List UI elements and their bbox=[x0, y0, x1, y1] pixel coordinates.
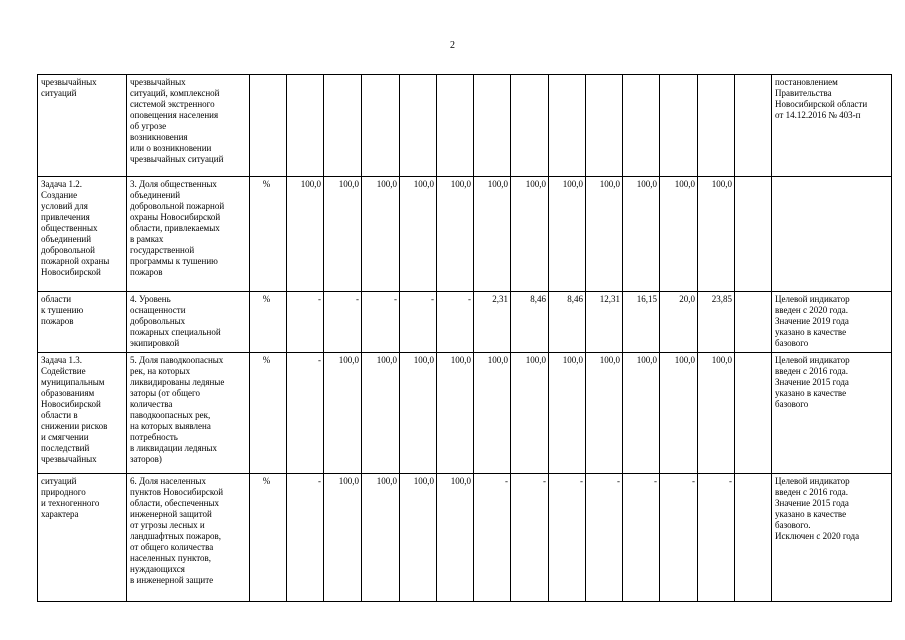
value-cell-text: - bbox=[318, 476, 321, 486]
value-cell bbox=[511, 177, 549, 292]
note-cell bbox=[772, 75, 892, 177]
value-cell-text: 20,0 bbox=[679, 294, 695, 304]
value-cell-text: 100,0 bbox=[450, 355, 471, 365]
note-cell-text: Целевой индикатор введен с 2016 года. Значение 2015 года указано в качестве базового. Исключен с 2020 года bbox=[775, 476, 860, 541]
value-cell bbox=[698, 292, 735, 353]
value-cell bbox=[549, 75, 586, 177]
value-cell bbox=[623, 292, 660, 353]
note-cell-text: постановлением Правительства Новосибирской области от 14.12.2016 № 403-п bbox=[775, 77, 868, 120]
task-cell-text: Задача 1.2. Создание условий для привлечения общественных объединений добровольной пожарной охраны Новосибирской bbox=[41, 179, 110, 277]
unit-cell bbox=[250, 474, 287, 602]
value-cell bbox=[623, 474, 660, 602]
indicator-cell bbox=[127, 474, 250, 602]
value-cell bbox=[324, 353, 362, 474]
value-cell bbox=[400, 177, 437, 292]
value-cell-text: 23,85 bbox=[711, 294, 732, 304]
value-cell bbox=[437, 353, 474, 474]
value-cell-text: 100,0 bbox=[711, 179, 732, 189]
value-cell-text: 100,0 bbox=[413, 179, 434, 189]
value-cell-text: 16,15 bbox=[636, 294, 657, 304]
value-cell bbox=[474, 474, 511, 602]
unit-cell-text: % bbox=[262, 294, 271, 304]
indicator-cell-text: чрезвычайных ситуаций, комплексной системой экстренного оповещения населения об угрозе возникновения или о возникновении чрезвычайных ситуаций bbox=[130, 77, 224, 164]
value-cell-text: - bbox=[356, 294, 359, 304]
value-cell-text: 100,0 bbox=[487, 179, 508, 189]
value-cell bbox=[586, 353, 623, 474]
value-cell bbox=[586, 177, 623, 292]
indicator-cell-text: 6. Доля населенных пунктов Новосибирской области, обеспеченных инженерной защитой от угрозы лесных и ландшафтных пожаров, от общего количества населенных пунктов, нуждающихся в инженерной защите bbox=[130, 476, 224, 585]
unit-cell bbox=[250, 353, 287, 474]
value-cell-text: 100,0 bbox=[599, 355, 620, 365]
task-cell-text: области к тушению пожаров bbox=[41, 294, 84, 326]
value-cell-text: 100,0 bbox=[300, 179, 321, 189]
table-row bbox=[38, 292, 892, 353]
task-cell-text: ситуаций природного и техногенного характера bbox=[41, 476, 100, 519]
value-cell-text: 100,0 bbox=[711, 355, 732, 365]
task-cell-text: Задача 1.3. Содействие муниципальным образованиям Новосибирской области в снижении рисков и смягчении последствий чрезвычайных bbox=[41, 355, 108, 464]
value-cell bbox=[511, 75, 549, 177]
unit-cell bbox=[250, 177, 287, 292]
value-cell bbox=[362, 177, 400, 292]
value-cell bbox=[287, 474, 324, 602]
value-cell bbox=[324, 292, 362, 353]
value-cell-text: - bbox=[468, 294, 471, 304]
indicator-cell-text: 3. Доля общественных объединений добровольной пожарной охраны Новосибирской области, привлекаемых в рамках государственной программы к тушению пожаров bbox=[130, 179, 225, 277]
value-cell bbox=[437, 177, 474, 292]
value-cell-text: - bbox=[543, 476, 546, 486]
indicator-cell-text: 4. Уровень оснащенности добровольных пожарных специальной экипировкой bbox=[130, 294, 221, 348]
value-cell bbox=[549, 177, 586, 292]
value-cell bbox=[474, 75, 511, 177]
value-cell-text: 100,0 bbox=[413, 355, 434, 365]
indicators-table bbox=[37, 74, 892, 602]
value-cell bbox=[623, 353, 660, 474]
value-cell bbox=[437, 75, 474, 177]
value-cell-text: - bbox=[580, 476, 583, 486]
value-cell bbox=[735, 75, 772, 177]
note-cell bbox=[772, 292, 892, 353]
value-cell-text: - bbox=[394, 294, 397, 304]
value-cell-text: - bbox=[505, 476, 508, 486]
value-cell bbox=[735, 353, 772, 474]
value-cell-text: 8,46 bbox=[567, 294, 583, 304]
value-cell bbox=[400, 75, 437, 177]
value-cell bbox=[660, 353, 698, 474]
value-cell-text: 100,0 bbox=[338, 476, 359, 486]
value-cell bbox=[735, 474, 772, 602]
value-cell-text: 100,0 bbox=[562, 355, 583, 365]
indicator-cell bbox=[127, 353, 250, 474]
task-cell bbox=[38, 353, 127, 474]
value-cell-text: 100,0 bbox=[674, 179, 695, 189]
value-cell-text: 100,0 bbox=[525, 179, 546, 189]
value-cell bbox=[287, 177, 324, 292]
value-cell-text: 8,46 bbox=[530, 294, 546, 304]
value-cell bbox=[623, 75, 660, 177]
task-cell bbox=[38, 474, 127, 602]
value-cell bbox=[511, 474, 549, 602]
value-cell bbox=[362, 474, 400, 602]
value-cell bbox=[362, 75, 400, 177]
value-cell-text: 12,31 bbox=[599, 294, 620, 304]
value-cell bbox=[511, 353, 549, 474]
value-cell-text: - bbox=[692, 476, 695, 486]
unit-cell-text: % bbox=[262, 355, 271, 365]
value-cell bbox=[400, 292, 437, 353]
task-cell bbox=[38, 177, 127, 292]
value-cell-text: 100,0 bbox=[562, 179, 583, 189]
unit-cell-text: % bbox=[262, 476, 271, 486]
value-cell bbox=[698, 353, 735, 474]
value-cell-text: 100,0 bbox=[338, 355, 359, 365]
value-cell bbox=[735, 292, 772, 353]
value-cell bbox=[474, 292, 511, 353]
value-cell bbox=[586, 75, 623, 177]
table-row bbox=[38, 474, 892, 602]
value-cell bbox=[660, 177, 698, 292]
note-cell-text: Целевой индикатор введен с 2020 года. Значение 2019 года указано в качестве базового bbox=[775, 294, 850, 348]
value-cell bbox=[287, 75, 324, 177]
note-cell bbox=[772, 177, 892, 292]
value-cell-text: 100,0 bbox=[413, 476, 434, 486]
value-cell bbox=[549, 474, 586, 602]
value-cell-text: 100,0 bbox=[599, 179, 620, 189]
value-cell bbox=[698, 474, 735, 602]
value-cell bbox=[660, 474, 698, 602]
value-cell bbox=[660, 292, 698, 353]
value-cell bbox=[549, 353, 586, 474]
indicator-cell-text: 5. Доля паводкоопасных рек, на которых ликвидированы ледяные заторы (от общего количества паводкоопасных рек, на которых выявлена потребность в ликвидации ледяных заторов) bbox=[130, 355, 225, 464]
value-cell bbox=[362, 292, 400, 353]
value-cell bbox=[324, 474, 362, 602]
value-cell bbox=[549, 292, 586, 353]
task-cell bbox=[38, 75, 127, 177]
unit-cell-text: % bbox=[262, 179, 271, 189]
value-cell-text: - bbox=[617, 476, 620, 486]
indicator-cell bbox=[127, 292, 250, 353]
value-cell-text: 100,0 bbox=[487, 355, 508, 365]
unit-cell bbox=[250, 75, 287, 177]
table-row bbox=[38, 75, 892, 177]
value-cell bbox=[586, 292, 623, 353]
note-cell-text: Целевой индикатор введен с 2016 года. Значение 2015 года указано в качестве базового bbox=[775, 355, 850, 409]
value-cell bbox=[437, 474, 474, 602]
unit-cell bbox=[250, 292, 287, 353]
value-cell-text: 100,0 bbox=[450, 476, 471, 486]
indicator-cell bbox=[127, 75, 250, 177]
value-cell bbox=[437, 292, 474, 353]
table-row bbox=[38, 353, 892, 474]
indicator-cell bbox=[127, 177, 250, 292]
value-cell-text: 100,0 bbox=[450, 179, 471, 189]
task-cell-text: чрезвычайных ситуаций bbox=[41, 77, 97, 98]
value-cell bbox=[324, 177, 362, 292]
value-cell bbox=[511, 292, 549, 353]
value-cell-text: - bbox=[654, 476, 657, 486]
value-cell-text: 100,0 bbox=[338, 179, 359, 189]
note-cell bbox=[772, 474, 892, 602]
value-cell bbox=[660, 75, 698, 177]
value-cell bbox=[698, 75, 735, 177]
value-cell-text: 100,0 bbox=[674, 355, 695, 365]
value-cell-text: 100,0 bbox=[525, 355, 546, 365]
value-cell bbox=[698, 177, 735, 292]
value-cell-text: 100,0 bbox=[636, 355, 657, 365]
value-cell-text: - bbox=[431, 294, 434, 304]
value-cell bbox=[586, 474, 623, 602]
table-row bbox=[38, 177, 892, 292]
value-cell-text: 100,0 bbox=[376, 355, 397, 365]
note-cell bbox=[772, 353, 892, 474]
value-cell bbox=[287, 292, 324, 353]
task-cell bbox=[38, 292, 127, 353]
value-cell bbox=[400, 474, 437, 602]
value-cell-text: 100,0 bbox=[376, 476, 397, 486]
value-cell bbox=[623, 177, 660, 292]
page-number: 2 bbox=[450, 40, 455, 51]
value-cell bbox=[324, 75, 362, 177]
value-cell-text: 100,0 bbox=[636, 179, 657, 189]
value-cell bbox=[735, 177, 772, 292]
value-cell-text: - bbox=[318, 294, 321, 304]
value-cell bbox=[287, 353, 324, 474]
value-cell-text: - bbox=[318, 355, 321, 365]
value-cell bbox=[362, 353, 400, 474]
value-cell-text: 2,31 bbox=[492, 294, 508, 304]
value-cell-text: 100,0 bbox=[376, 179, 397, 189]
value-cell bbox=[474, 177, 511, 292]
value-cell bbox=[474, 353, 511, 474]
value-cell bbox=[400, 353, 437, 474]
value-cell-text: - bbox=[729, 476, 732, 486]
